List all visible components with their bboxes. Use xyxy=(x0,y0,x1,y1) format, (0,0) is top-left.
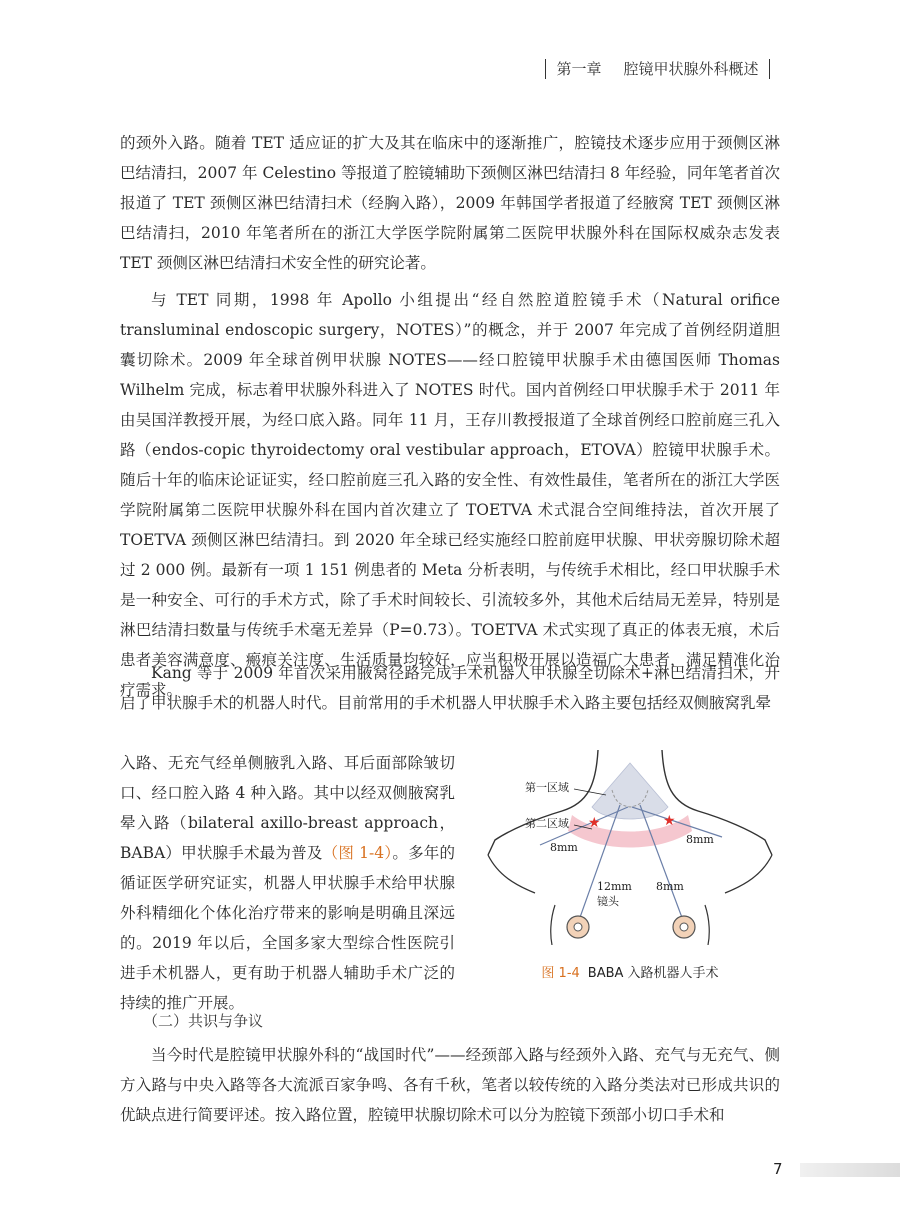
star-marker-icon: ★ xyxy=(588,815,601,831)
paragraph-3-continued xyxy=(120,748,455,1018)
section-title: （二）共识与争议 xyxy=(143,1012,264,1030)
figure-caption xyxy=(480,962,780,981)
paragraph-3-text-a: 入路、无充气经单侧腋乳入路、耳后面部除皱切口、经口腔入路 4 种入路。其中以经双侧腋窝乳晕入路（bilateral axillo-breast approach，BABA）甲状腺手术最为普及 xyxy=(120,754,455,862)
neck-outline xyxy=(662,750,772,855)
page-number-strip xyxy=(800,1163,900,1177)
chapter-title: 腔镜甲状腺外科概述 xyxy=(623,60,759,78)
paragraph-4: 当今时代是腔镜甲状腺外科的“战国时代”——经颈部入路与经颈外入路、充气与无充气、侧方入路与中央入路等各大流派百家争鸣、各有千秋，笔者以较传统的入路分类法对已形成共识的优缺点进行简要评述。按入路位置，腔镜甲状腺切除术可以分为腔镜下颈部小切口手术和 xyxy=(120,1046,780,1124)
header-divider xyxy=(545,59,547,79)
neck-outline xyxy=(488,750,598,855)
left-areola-inner xyxy=(574,923,582,931)
paragraph-3-text-b: 。多年的循证医学研究证实，机器人甲状腺手术给甲状腺外科精细化个体化治疗带来的影响是明确且深远的。2019 年以后，全国多家大型综合性医院引进手术机器人，更有助于机器人辅助手术广泛的持续的推广开展。 xyxy=(120,844,456,1012)
figure-reference-link[interactable]: （图 1-4） xyxy=(322,844,393,862)
paragraph-2: 与 TET 同期，1998 年 Apollo 小组提出“经自然腔道腔镜手术（Natural orifice transluminal endoscopic surgery，NOTES）”的概念，并于 2007 年完成了首例经阴道胆囊切除术。2009 年全球首例甲状腺 NOTES——经口腔镜甲状腺手术由德国医师 Thomas Wilhelm 完成，标志着甲状腺外科进入了 NOTES 时代。国内首例经口甲状腺手术于 2011 年由吴国洋教授开展，为经口底入路。同年 11 月，王存川教授报道了全球首例经口腔前庭三孔入路（endos-copic thyroidectomy oral vestibular approach，ETOVA）腔镜甲状腺手术。随后十年的临床论证证实，经口腔前庭三孔入路的安全性、有效性最佳，笔者所在的浙江大学医学院附属第二医院甲状腺外科在国内首次建立了 TOETVA 术式混合空间维持法，首次开展了 TOETVA 颈侧区淋巴结清扫。到 2020 年全球已经实施经口腔前庭甲状腺、甲状旁腺切除术超过 2 000 例。最新有一项 1 151 例患者的 Meta 分析表明，与传统手术相比，经口甲状腺手术是一种安全、可行的手术方式，除了手术时间较长、引流较多外，其他术后结局无差异，特别是淋巴结清扫数量与传统手术毫无差异（P=0.73）。TOETVA 术式实现了真正的体表无痕，术后患者美容满意度、瘢痕关注度、生活质量均较好，应当积极开展以造福广大患者，满足精准化治疗需求。 xyxy=(120,291,780,699)
paragraph-3: Kang 等于 2009 年首次采用腋窝径路完成手术机器人甲状腺全切除术+淋巴结清扫术，开启了甲状腺手术的机器人时代。目前常用的手术机器人甲状腺手术入路主要包括经双侧腋窝乳晕 xyxy=(120,664,780,712)
label-8mm-right: 8mm xyxy=(686,833,714,846)
figure-caption-number: 图 1-4 xyxy=(541,966,580,981)
right-areola-inner xyxy=(680,923,688,931)
running-header xyxy=(535,58,780,79)
chest-outline xyxy=(551,905,555,945)
label-zone-2: 第二区域 xyxy=(525,817,569,830)
page-number: 7 xyxy=(773,1160,783,1178)
label-12mm: 12mm xyxy=(597,880,632,893)
label-8mm-left: 8mm xyxy=(550,841,578,854)
figure-baba-diagram xyxy=(480,745,780,945)
header-divider xyxy=(769,59,771,79)
label-scope: 镜头 xyxy=(597,895,619,908)
label-zone-1: 第一区域 xyxy=(525,781,569,794)
shoulder-outline xyxy=(488,855,535,893)
shoulder-outline xyxy=(725,855,772,893)
label-8mm-bottom: 8mm xyxy=(656,880,684,893)
figure-caption-text: BABA 入路机器人手术 xyxy=(587,966,719,981)
chest-outline xyxy=(705,905,709,945)
star-marker-icon: ★ xyxy=(663,813,676,829)
paragraph-1: 的颈外入路。随着 TET 适应证的扩大及其在临床中的逐渐推广，腔镜技术逐步应用于颈侧区淋巴结清扫，2007 年 Celestino 等报道了腔镜辅助下颈侧区淋巴结清扫 8 年经验，同年笔者首次报道了 TET 颈侧区淋巴结清扫术（经胸入路），2009 年韩国学者报道了经腋窝 TET 颈侧区淋巴结清扫，2010 年笔者所在的浙江大学医学院附属第二医院甲状腺外科在国际权威杂志发表 TET 颈侧区淋巴结清扫术安全性的研究论著。 xyxy=(120,134,780,272)
zone-1-region xyxy=(592,763,668,819)
chapter-number: 第一章 xyxy=(556,60,602,78)
